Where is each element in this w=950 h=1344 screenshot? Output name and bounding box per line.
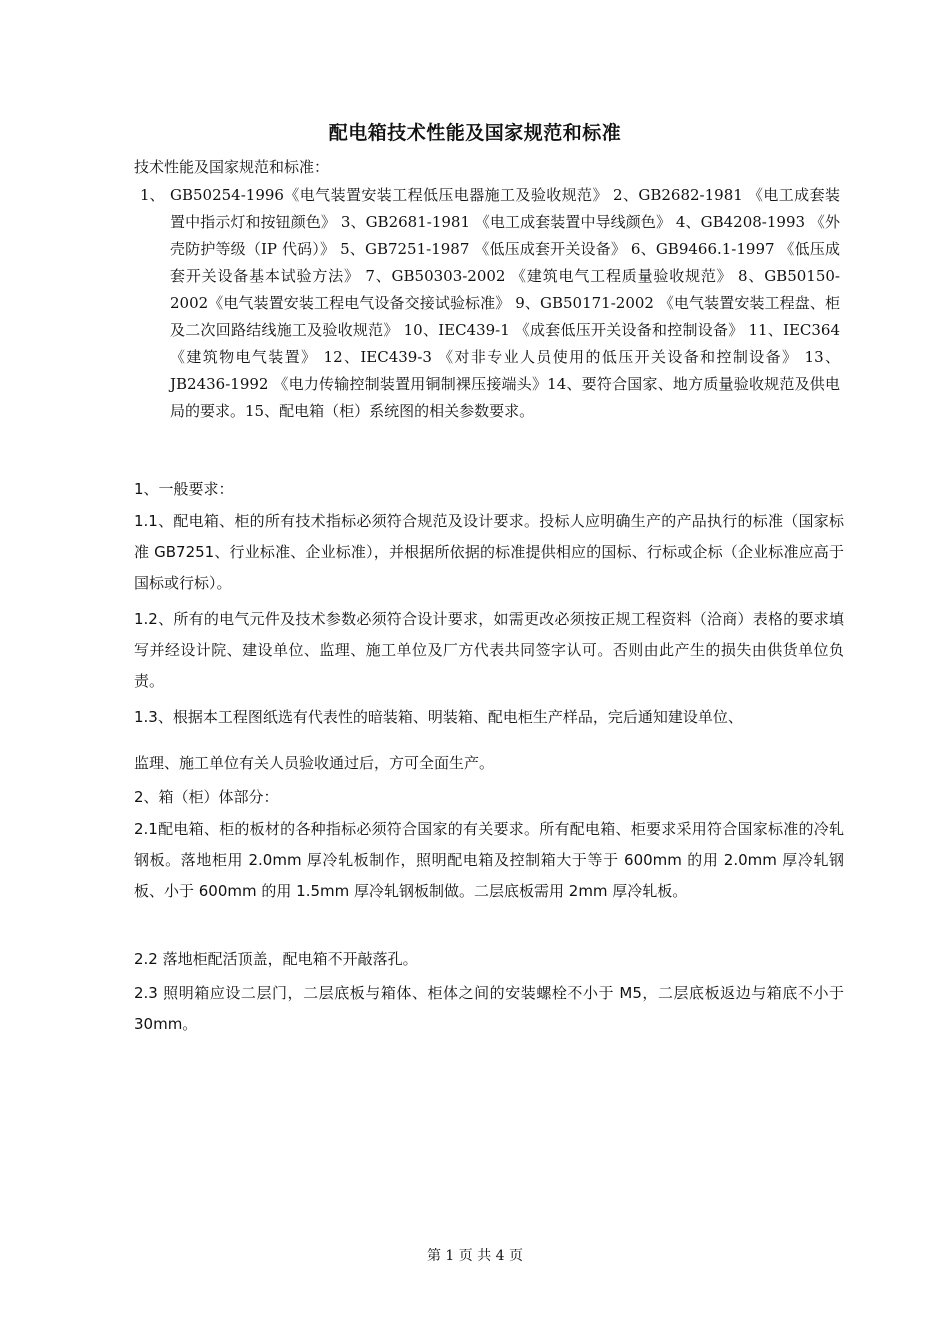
section1-paragraph-3b: 监理、施工单位有关人员验收通过后，方可全面生产。 [134, 754, 495, 772]
page-title: 配电箱技术性能及国家规范和标准 [328, 122, 622, 144]
section1-paragraph-2: 1.2、所有的电气元件及技术参数必须符合设计要求，如需更改必须按正规工程资料（洽商）表格的要求填写并经设计院、建设单位、监理、施工单位及厂方代表共同签字认可。否则由此产生的损失由供货单位负责。 [134, 610, 844, 690]
section2-paragraph-1: 2.1配电箱、柜的板材的各种指标必须符合国家的有关要求。所有配电箱、柜要求采用符合国家标准的冷轧钢板。落地柜用 2.0mm 厚冷轧板制作，照明配电箱及控制箱大于等于 600mm 的用 2.0mm 厚冷轧钢板、小于 600mm 的用 1.5mm 厚冷轧钢板制做。二层底板需用 2mm 厚冷轧板。 [134, 820, 844, 900]
standards-list [140, 182, 840, 425]
page-footer: 第 1 页 共 4 页 [426, 1248, 524, 1264]
section2-paragraph-2: 2.2 落地柜配活顶盖，配电箱不开敲落孔。 [134, 950, 418, 968]
section2-heading: 2、箱（柜）体部分： [134, 788, 279, 806]
section1-paragraph-3a: 1.3、根据本工程图纸选有代表性的暗装箱、明装箱、配电柜生产样品，完后通知建设单位、 [134, 708, 743, 726]
intro-text: 技术性能及国家规范和标准： [134, 158, 330, 176]
section1-heading: 1、一般要求： [134, 480, 234, 498]
standards-text: GB50254-1996《电气装置安装工程低压电器施工及验收规范》 2、GB2682-1981 《电工成套装置中指示灯和按钮颜色》 3、GB2681-1981 《电工成套装置中导线颜色》 4、GB4208-1993 《外壳防护等级（IP 代码）》 5、GB7251-1987 《低压成套开关设备》 6、GB9466.1-1997 《低压成套开关设备基本试验方法》 7、GB50303-2002 《建筑电气工程质量验收规范》 8、GB50150-2002《电气装置安装工程电气设备交接试验标准》 9、GB50171-2002 《电气装置安装工程盘、柜及二次回路结线施工及验收规范》 10、IEC439-1 《成套低压开关设备和控制设备》 11、IEC364 《建筑物电气装置》 12、IEC439-3 《对非专业人员使用的低压开关设备和控制设备》 13、JB2436-1992 《电力传输控制装置用铜制裸压接端头》14、要符合国家、地方质量验收规范及供电局的要求。15、配电箱（柜）系统图的相关参数要求。 [170, 186, 840, 420]
section2-paragraph-3: 2.3 照明箱应设二层门，二层底板与箱体、柜体之间的安装螺栓不小于 M5，二层底板返边与箱底不小于 30mm。 [134, 984, 844, 1033]
section1-paragraph-1: 1.1、配电箱、柜的所有技术指标必须符合规范及设计要求。投标人应明确生产的产品执行的标准（国家标准 GB7251、行业标准、企业标准），并根据所依据的标准提供相应的国标、行标或企标（企业标准应高于国标或行标）。 [134, 512, 844, 592]
standards-number: 1、 [140, 186, 165, 204]
